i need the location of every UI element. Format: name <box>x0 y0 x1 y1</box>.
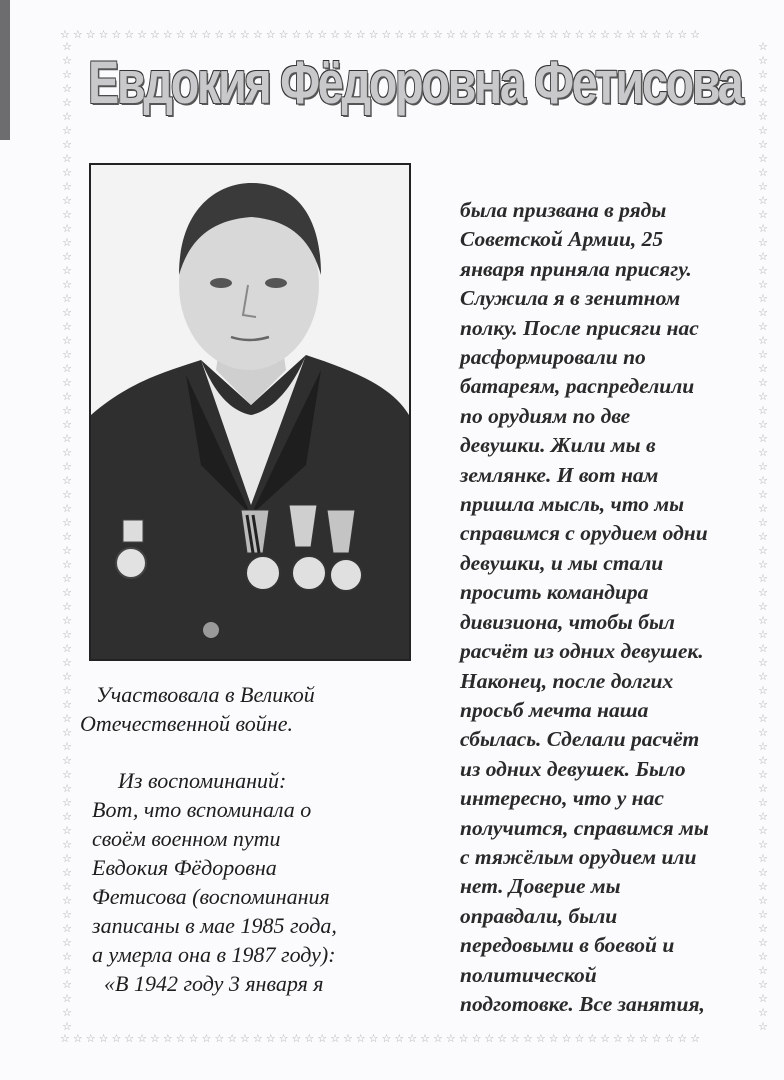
memoir-line: Вот, что вспоминала о <box>92 797 312 822</box>
star-border-right: ☆ ☆ ☆ ☆ ☆ ☆ ☆ ☆ ☆ ☆ ☆ ☆ ☆ ☆ ☆ ☆ ☆ ☆ ☆ ☆ ☆ ☆ ☆ ☆ ☆ ☆ ☆ ☆ ☆ ☆ ☆ ☆ ☆ ☆ ☆ ☆ ☆ ☆ ☆ ☆ ☆ ☆ ☆ ☆ ☆ ☆ ☆ ☆ ☆ ☆ ☆ ☆ ☆ ☆ ☆ ☆ ☆ ☆ ☆ ☆ ☆ ☆ ☆ ☆ ☆ ☆ ☆ ☆ ☆ ☆ ☆ <box>758 41 768 1033</box>
memoir-line: девушки, и мы стали <box>460 550 664 575</box>
star-border-top: ☆☆☆☆☆☆☆☆☆☆☆☆☆☆☆☆☆☆☆☆☆☆☆☆☆☆☆☆☆☆☆☆☆☆☆☆☆☆☆☆☆☆☆☆☆☆☆☆☆☆ <box>60 30 704 41</box>
memoir-line: просьб мечта наша <box>460 697 649 722</box>
memoir-line: «В 1942 году 3 января я <box>104 971 324 996</box>
memoir-line: по орудиям по две <box>460 403 631 428</box>
memoir-line: расчёт из одних девушек. <box>460 639 704 664</box>
memoir-line: сбылась. Сделали расчёт <box>460 727 700 752</box>
memoir-line: девушки. Жили мы в <box>460 433 656 458</box>
memoir-line: своём военном пути <box>92 826 281 851</box>
memoir-continuation-column <box>460 196 770 1019</box>
participation-caption <box>80 680 392 738</box>
memoir-line: а умерла она в 1987 году): <box>92 942 336 967</box>
memoir-intro <box>92 766 392 998</box>
memoir-line: января приняла присягу. <box>460 256 692 281</box>
memoir-line: подготовке. Все занятия, <box>460 991 705 1016</box>
memoir-line: была призвана в ряды <box>460 198 667 222</box>
page-title: Евдокия Фёдоровна Фетисова <box>88 49 742 116</box>
memoir-line: интересно, что у нас <box>460 786 664 811</box>
memoir-line: Фетисова (воспоминания <box>92 884 330 909</box>
memoir-line: Наконец, после долгих <box>460 668 674 693</box>
memoir-line: Из воспоминаний: <box>118 768 287 793</box>
memoir-line: справимся с орудием одни <box>460 521 708 546</box>
memoir-line: расформировали по <box>460 345 646 370</box>
memoir-line: записаны в мае 1985 года, <box>92 913 337 938</box>
star-border-left: ☆ ☆ ☆ ☆ ☆ ☆ ☆ ☆ ☆ ☆ ☆ ☆ ☆ ☆ ☆ ☆ ☆ ☆ ☆ ☆ ☆ ☆ ☆ ☆ ☆ ☆ ☆ ☆ ☆ ☆ ☆ ☆ ☆ ☆ ☆ ☆ ☆ ☆ ☆ ☆ ☆ ☆ ☆ ☆ ☆ ☆ ☆ ☆ ☆ ☆ ☆ ☆ ☆ ☆ ☆ ☆ ☆ ☆ ☆ ☆ ☆ ☆ ☆ ☆ ☆ ☆ ☆ ☆ ☆ ☆ ☆ <box>62 41 72 1033</box>
portrait-illustration <box>91 165 409 659</box>
caption-line: Участвовала в Великой <box>96 682 315 707</box>
memoir-line: Советской Армии, 25 <box>460 227 664 252</box>
memoir-line: с тяжёлым орудием или <box>460 844 697 869</box>
caption-line: Отечественной войне. <box>80 711 293 736</box>
star-border-bottom: ☆☆☆☆☆☆☆☆☆☆☆☆☆☆☆☆☆☆☆☆☆☆☆☆☆☆☆☆☆☆☆☆☆☆☆☆☆☆☆☆☆☆☆☆☆☆☆☆☆☆ <box>60 1034 704 1045</box>
memoir-line: Служила я в зенитном <box>460 286 681 311</box>
memoir-line: землянке. И вот нам <box>460 462 659 487</box>
memoir-line: дивизиона, чтобы был <box>460 609 675 634</box>
memoir-line: пришла мысль, что мы <box>460 492 685 517</box>
memoir-line: передовыми в боевой и <box>460 933 675 958</box>
memoir-line: батареям, распределили <box>460 374 695 399</box>
memoir-line: оправдали, были <box>460 903 618 928</box>
scan-edge-shadow <box>0 0 10 140</box>
memoir-line: Евдокия Фёдоровна <box>92 855 277 880</box>
portrait-photo <box>89 163 411 661</box>
memoir-line: полку. После присяги нас <box>460 315 699 340</box>
memoir-line: получится, справимся мы <box>460 815 709 840</box>
memoir-line: из одних девушек. Было <box>460 756 686 781</box>
memoir-line: нет. Доверие мы <box>460 874 621 899</box>
memoir-line: просить командира <box>460 580 649 605</box>
memoir-line: политической <box>460 962 597 987</box>
